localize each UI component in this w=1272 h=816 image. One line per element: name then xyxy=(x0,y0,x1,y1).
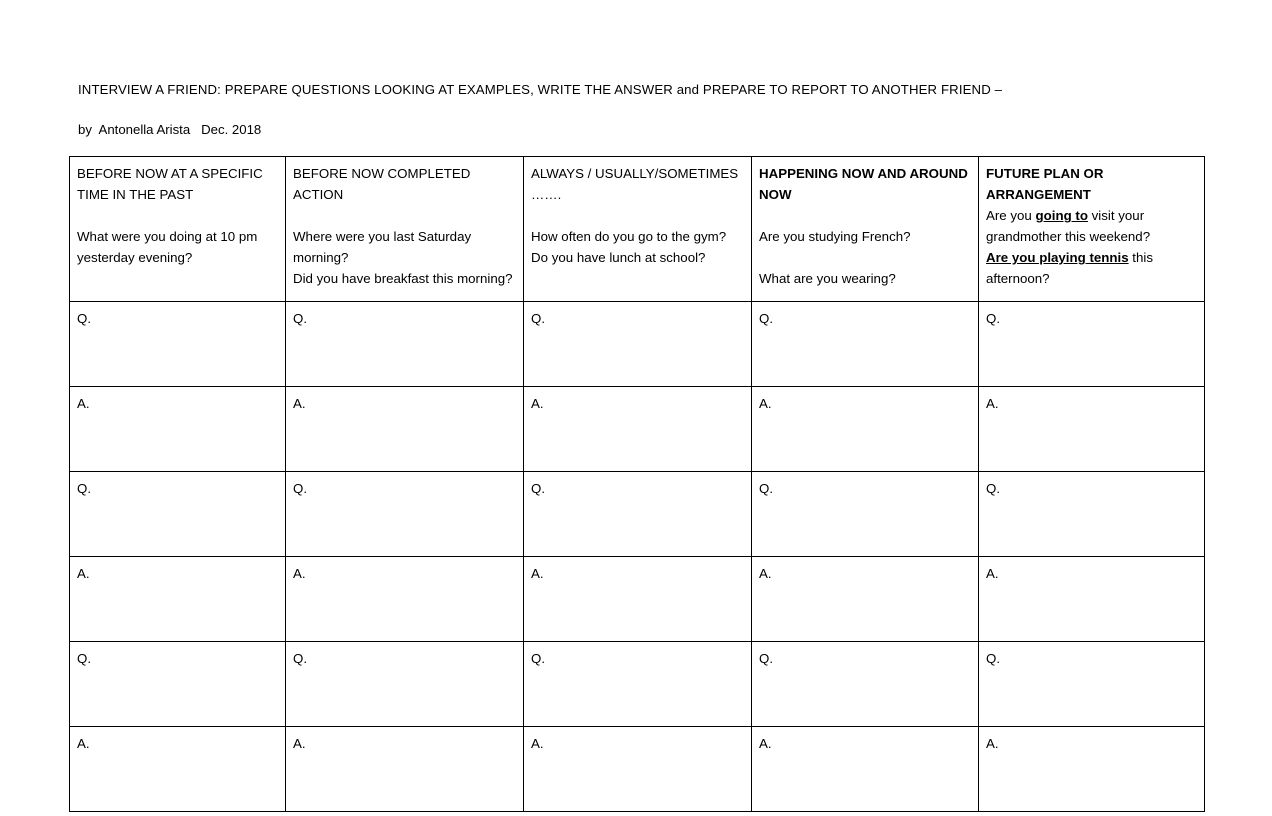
table-row xyxy=(70,387,1205,472)
qa-label: Q. xyxy=(986,481,1001,496)
answer-cell-always-usually-sometimes[interactable] xyxy=(524,727,752,812)
qa-label: Q. xyxy=(759,311,774,326)
question-cell-always-usually-sometimes[interactable] xyxy=(524,642,752,727)
qa-label: Q. xyxy=(293,311,308,326)
table-row xyxy=(70,472,1205,557)
qa-label: A. xyxy=(759,566,772,581)
answer-cell-always-usually-sometimes[interactable] xyxy=(524,557,752,642)
blank-line xyxy=(531,205,744,226)
table-row xyxy=(70,727,1205,812)
answer-cell-before-now-specific-time[interactable] xyxy=(70,727,286,812)
qa-label: Q. xyxy=(759,651,774,666)
question-cell-future-plan-or-arrangement[interactable] xyxy=(979,642,1205,727)
header-title: ALWAYS / USUALLY/SOMETIMES ……. xyxy=(531,166,739,202)
answer-cell-before-now-completed-action[interactable] xyxy=(286,727,524,812)
qa-label: A. xyxy=(986,566,999,581)
qa-label: Q. xyxy=(77,311,92,326)
qa-label: Q. xyxy=(531,311,546,326)
emphasized-text: Are you playing tennis xyxy=(986,250,1129,265)
answer-cell-before-now-completed-action[interactable] xyxy=(286,557,524,642)
qa-label: Q. xyxy=(986,651,1001,666)
answer-cell-always-usually-sometimes[interactable] xyxy=(524,387,752,472)
question-cell-before-now-specific-time[interactable] xyxy=(70,642,286,727)
plain-text: this afternoon? xyxy=(986,250,1153,286)
question-cell-before-now-specific-time[interactable] xyxy=(70,472,286,557)
table-row xyxy=(70,557,1205,642)
table-row xyxy=(70,302,1205,387)
qa-label: Q. xyxy=(759,481,774,496)
qa-label: A. xyxy=(531,736,544,751)
example-question: What are you wearing? xyxy=(759,271,896,286)
answer-cell-before-now-specific-time[interactable] xyxy=(70,557,286,642)
header-cell-always-usually-sometimes xyxy=(524,157,752,302)
question-cell-happening-now-and-around-now[interactable] xyxy=(752,302,979,387)
example-question: Where were you last Saturday morning? xyxy=(293,229,472,265)
qa-label: Q. xyxy=(77,481,92,496)
interview-table xyxy=(69,156,1205,812)
example-question: What were you doing at 10 pm yesterday evening? xyxy=(77,229,258,265)
qa-label: Q. xyxy=(986,311,1001,326)
answer-cell-before-now-specific-time[interactable] xyxy=(70,387,286,472)
qa-label: Q. xyxy=(293,651,308,666)
question-cell-always-usually-sometimes[interactable] xyxy=(524,472,752,557)
header-title: BEFORE NOW COMPLETED ACTION xyxy=(293,166,471,202)
qa-label: Q. xyxy=(293,481,308,496)
qa-label: A. xyxy=(531,566,544,581)
table-row xyxy=(70,642,1205,727)
header-cell-before-now-specific-time xyxy=(70,157,286,302)
qa-label: A. xyxy=(986,736,999,751)
answer-cell-before-now-completed-action[interactable] xyxy=(286,387,524,472)
qa-label: A. xyxy=(986,396,999,411)
answer-cell-future-plan-or-arrangement[interactable] xyxy=(979,387,1205,472)
qa-label: Q. xyxy=(531,481,546,496)
question-cell-future-plan-or-arrangement[interactable] xyxy=(979,302,1205,387)
question-cell-happening-now-and-around-now[interactable] xyxy=(752,472,979,557)
document-byline: by Antonella Arista Dec. 2018 xyxy=(78,122,262,137)
qa-label: A. xyxy=(293,566,306,581)
qa-label: A. xyxy=(293,736,306,751)
question-cell-always-usually-sometimes[interactable] xyxy=(524,302,752,387)
example-question xyxy=(986,205,1197,247)
interview-table-body xyxy=(70,157,1205,812)
document-title: INTERVIEW A FRIEND: PREPARE QUESTIONS LOOKING AT EXAMPLES, WRITE THE ANSWER and PREPARE TO REPORT TO ANOTHER FRIEND – xyxy=(78,82,1003,97)
emphasized-text: going to xyxy=(1035,208,1088,223)
example-question: Did you have breakfast this morning? xyxy=(293,271,513,286)
answer-cell-future-plan-or-arrangement[interactable] xyxy=(979,727,1205,812)
question-cell-before-now-specific-time[interactable] xyxy=(70,302,286,387)
example-question: How often do you go to the gym? xyxy=(531,229,727,244)
question-cell-happening-now-and-around-now[interactable] xyxy=(752,642,979,727)
qa-label: A. xyxy=(293,396,306,411)
qa-label: Q. xyxy=(531,651,546,666)
question-cell-before-now-completed-action[interactable] xyxy=(286,642,524,727)
table-header-row xyxy=(70,157,1205,302)
blank-line xyxy=(77,205,278,226)
qa-label: Q. xyxy=(77,651,92,666)
qa-label: A. xyxy=(77,736,90,751)
answer-cell-future-plan-or-arrangement[interactable] xyxy=(979,557,1205,642)
question-cell-before-now-completed-action[interactable] xyxy=(286,472,524,557)
qa-label: A. xyxy=(77,396,90,411)
answer-cell-happening-now-and-around-now[interactable] xyxy=(752,387,979,472)
qa-label: A. xyxy=(77,566,90,581)
header-cell-future-plan-or-arrangement xyxy=(979,157,1205,302)
header-title: BEFORE NOW AT A SPECIFIC TIME IN THE PAST xyxy=(77,166,263,202)
blank-line xyxy=(759,205,971,226)
header-title: HAPPENING NOW AND AROUND NOW xyxy=(759,166,968,202)
blank-line xyxy=(759,247,971,268)
plain-text: Are you xyxy=(986,208,1036,223)
answer-cell-happening-now-and-around-now[interactable] xyxy=(752,557,979,642)
example-question: Are you studying French? xyxy=(759,229,911,244)
answer-cell-happening-now-and-around-now[interactable] xyxy=(752,727,979,812)
interview-table-wrapper xyxy=(69,156,1204,812)
example-question xyxy=(986,247,1197,289)
question-cell-before-now-completed-action[interactable] xyxy=(286,302,524,387)
question-cell-future-plan-or-arrangement[interactable] xyxy=(979,472,1205,557)
header-title: FUTURE PLAN OR ARRANGEMENT xyxy=(986,166,1104,202)
plain-text: visit your grandmother this weekend? xyxy=(986,208,1151,244)
header-cell-before-now-completed-action xyxy=(286,157,524,302)
blank-line xyxy=(293,205,516,226)
qa-label: A. xyxy=(759,736,772,751)
qa-label: A. xyxy=(759,396,772,411)
header-cell-happening-now-and-around-now xyxy=(752,157,979,302)
qa-label: A. xyxy=(531,396,544,411)
example-question: Do you have lunch at school? xyxy=(531,250,706,265)
